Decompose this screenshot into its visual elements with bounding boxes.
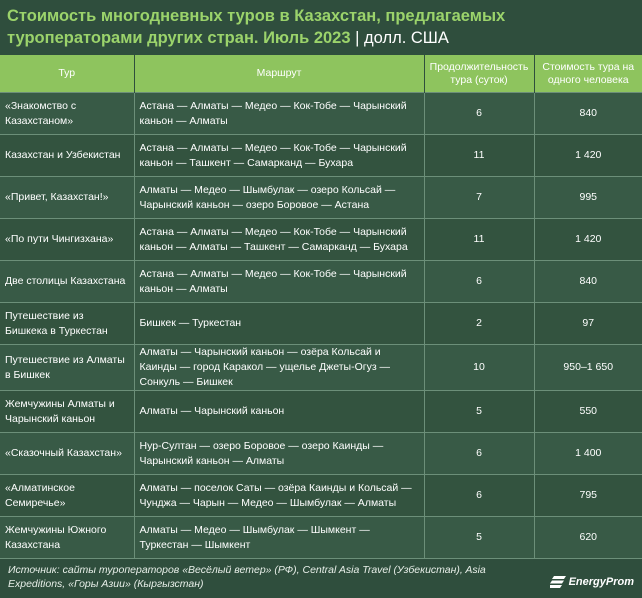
cell-route: Бишкек — Туркестан xyxy=(134,303,424,345)
cell-price: 840 xyxy=(534,93,642,135)
cell-route: Нур-Султан — озеро Боровое — озеро Каинды — Чарынский каньон — Алматы xyxy=(134,433,424,475)
cell-duration: 7 xyxy=(424,177,534,219)
cell-tour: «Привет, Казахстан!» xyxy=(0,177,134,219)
table-row xyxy=(0,93,642,135)
cell-duration: 11 xyxy=(424,135,534,177)
cell-route: Алматы — Чарынский каньон — озёра Кольсай и Каинды — город Каракол — ущелье Джеты-Огуз — Сонкуль — Бишкек xyxy=(134,345,424,391)
cell-tour: Жемчужины Алматы и Чарынский каньон xyxy=(0,391,134,433)
cell-price: 97 xyxy=(534,303,642,345)
table-row xyxy=(0,219,642,261)
cell-tour: Жемчужины Южного Казахстана xyxy=(0,517,134,559)
cell-duration: 11 xyxy=(424,219,534,261)
cell-price: 950–1 650 xyxy=(534,345,642,391)
brand-logo xyxy=(550,576,634,588)
title-unit: долл. США xyxy=(364,29,449,47)
cell-duration: 5 xyxy=(424,391,534,433)
table-row xyxy=(0,345,642,391)
header-route: Маршрут xyxy=(134,55,424,93)
cell-tour: Казахстан и Узбекистан xyxy=(0,135,134,177)
table-row xyxy=(0,517,642,559)
table-row xyxy=(0,475,642,517)
cell-route: Алматы — Медео — Шымбулак — озеро Кольсай — Чарынский каньон — озеро Боровое — Астана xyxy=(134,177,424,219)
table-row xyxy=(0,177,642,219)
cell-duration: 10 xyxy=(424,345,534,391)
cell-route: Алматы — Чарынский каньон xyxy=(134,391,424,433)
table-row xyxy=(0,433,642,475)
table-row xyxy=(0,261,642,303)
title-main: Стоимость многодневных туров в Казахстан, предлагаемых туроператорами других стран. Июль 2023 xyxy=(7,7,506,47)
cell-tour: Путешествие из Бишкека в Туркестан xyxy=(0,303,134,345)
cell-duration: 2 xyxy=(424,303,534,345)
header-price: Стоимость тура на одного человека xyxy=(534,55,642,93)
cell-price: 1 400 xyxy=(534,433,642,475)
title-separator: | xyxy=(355,29,360,47)
page-title xyxy=(7,5,639,49)
header-duration: Продолжительность тура (суток) xyxy=(424,55,534,93)
cell-duration: 6 xyxy=(424,93,534,135)
table-row xyxy=(0,391,642,433)
cell-route: Алматы — поселок Саты — озёра Каинды и Кольсай — Чунджа — Чарын — Медео — Шымбулак — Алматы xyxy=(134,475,424,517)
cell-duration: 6 xyxy=(424,475,534,517)
source-note: Источник: сайты туроператоров «Весёлый ветер» (РФ), Central Asia Travel (Узбекистан), Asia Expeditions, «Горы Азии» (Кыргызстан) xyxy=(8,564,486,590)
tours-table xyxy=(0,55,642,559)
cell-price: 1 420 xyxy=(534,219,642,261)
cell-price: 995 xyxy=(534,177,642,219)
cell-tour: Путешествие из Алматы в Бишкек xyxy=(0,345,134,391)
cell-tour: «Сказочный Казахстан» xyxy=(0,433,134,475)
table-row xyxy=(0,135,642,177)
table-row xyxy=(0,303,642,345)
table-header-row xyxy=(0,55,642,93)
energyprom-logo-icon xyxy=(550,576,566,588)
cell-duration: 5 xyxy=(424,517,534,559)
cell-route: Астана — Алматы — Медео — Кок-Тобе — Чарынский каньон — Алматы xyxy=(134,93,424,135)
cell-price: 1 420 xyxy=(534,135,642,177)
cell-route: Астана — Алматы — Медео — Кок-Тобе — Чарынский каньон — Алматы — Ташкент — Самарканд — Бухара xyxy=(134,219,424,261)
header-tour: Тур xyxy=(0,55,134,93)
cell-price: 620 xyxy=(534,517,642,559)
logo-text: EnergyProm xyxy=(568,576,634,588)
cell-route: Астана — Алматы — Медео — Кок-Тобе — Чарынский каньон — Алматы xyxy=(134,261,424,303)
cell-route: Астана — Алматы — Медео — Кок-Тобе — Чарынский каньон — Ташкент — Самарканд — Бухара xyxy=(134,135,424,177)
cell-duration: 6 xyxy=(424,261,534,303)
cell-price: 795 xyxy=(534,475,642,517)
cell-tour: Две столицы Казахстана xyxy=(0,261,134,303)
cell-tour: «Алматинское Семиречье» xyxy=(0,475,134,517)
cell-duration: 6 xyxy=(424,433,534,475)
cell-tour: «Знакомство с Казахстаном» xyxy=(0,93,134,135)
cell-price: 840 xyxy=(534,261,642,303)
cell-tour: «По пути Чингизхана» xyxy=(0,219,134,261)
cell-price: 550 xyxy=(534,391,642,433)
cell-route: Алматы — Медео — Шымбулак — Шымкент — Туркестан — Шымкент xyxy=(134,517,424,559)
